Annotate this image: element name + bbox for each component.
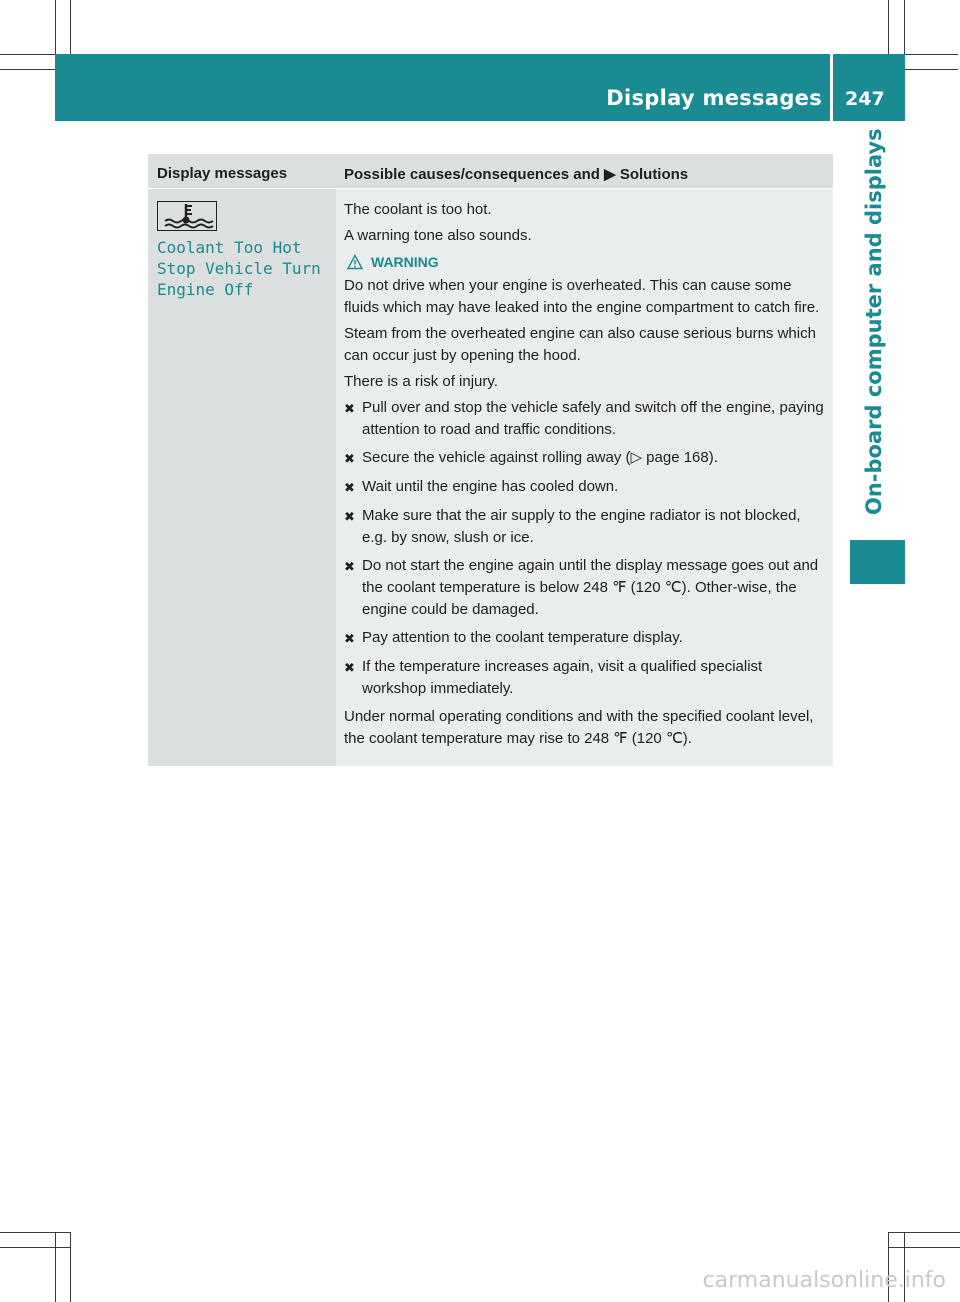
crop-mark: [0, 1247, 70, 1248]
step-text: Wait until the engine has cooled down.: [362, 478, 619, 495]
crop-mark: [70, 1232, 71, 1302]
step-arrow-icon: ✖: [344, 631, 355, 646]
display-message-line: Engine Off: [157, 280, 254, 299]
closing-text: Under normal operating conditions and with the specified coolant level, the coolant temperature may rise to 248 ℉ (120 ℃).: [344, 708, 814, 747]
display-message-cell: [148, 189, 336, 766]
step-text: Make sure that the air supply to the engine radiator is not blocked, e.g. by snow, slush or ice.: [362, 507, 801, 546]
side-tab-block: [850, 540, 905, 584]
warning-label: WARNING: [371, 254, 439, 270]
list-item: [344, 397, 827, 441]
list-item: [344, 555, 827, 621]
warning-triangle-icon: [347, 254, 363, 270]
warning-text: Steam from the overheated engine can also cause serious burns which can occur just by opening the hood.: [344, 325, 816, 364]
column-header-display-messages: Display messages: [157, 165, 288, 182]
crop-mark: [55, 1232, 56, 1302]
list-item: [344, 656, 827, 700]
table-row: [148, 189, 833, 766]
warning-text: Do not drive when your engine is overheated. This can cause some fluids which may have leaked into the engine compartment to catch fire.: [344, 277, 820, 316]
intro-text: A warning tone also sounds.: [344, 227, 532, 244]
watermark: carmanualsonline.info: [702, 1268, 946, 1293]
step-text: Do not start the engine again until the display message goes out and the coolant temperature is below 248 ℉ (120 ℃). Other-wise, the engine could be damaged.: [362, 557, 819, 618]
step-text: Secure the vehicle against rolling away (▷ page 168).: [362, 449, 718, 466]
step-text: If the temperature increases again, visit a qualified specialist workshop immediately.: [362, 658, 763, 697]
page-title: Display messages: [606, 86, 822, 110]
warning-text: There is a risk of injury.: [344, 373, 498, 390]
step-arrow-icon: ✖: [344, 401, 355, 416]
step-text: Pay attention to the coolant temperature display.: [362, 629, 683, 646]
side-tab-label: On-board computer and displays: [862, 128, 886, 515]
step-arrow-icon: ✖: [344, 660, 355, 675]
crop-mark: [888, 1232, 960, 1233]
step-arrow-icon: ✖: [344, 509, 355, 524]
display-messages-table: [148, 154, 833, 766]
intro-text: The coolant is too hot.: [344, 201, 492, 218]
display-message-line: Coolant Too Hot: [157, 238, 302, 257]
list-item: [344, 476, 827, 499]
solutions-cell: [336, 189, 833, 766]
crop-mark: [0, 1232, 70, 1233]
display-message-line: Stop Vehicle Turn: [157, 259, 321, 278]
step-arrow-icon: ✖: [344, 451, 355, 466]
list-item: [344, 447, 827, 470]
column-header-solutions: Possible causes/consequences and ▶ Solutions: [344, 166, 689, 183]
list-item: [344, 505, 827, 549]
header-divider: [830, 54, 833, 121]
step-arrow-icon: ✖: [344, 559, 355, 574]
crop-mark: [888, 1247, 960, 1248]
warning-heading: [344, 251, 827, 273]
table-header-row: [148, 154, 833, 189]
step-arrow-icon: ✖: [344, 480, 355, 495]
coolant-temperature-icon: [157, 201, 217, 231]
list-item: [344, 627, 827, 650]
page-number: 247: [845, 88, 885, 110]
step-text: Pull over and stop the vehicle safely and switch off the engine, paying attention to road and traffic conditions.: [362, 399, 824, 438]
